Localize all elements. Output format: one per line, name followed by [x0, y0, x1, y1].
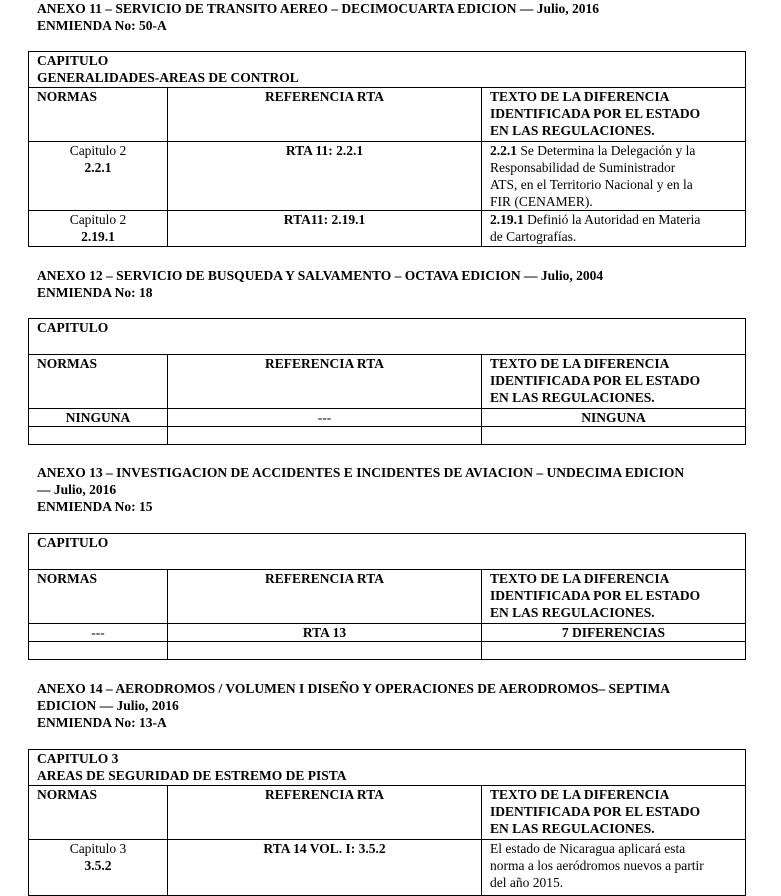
- normas-header: NORMAS: [29, 355, 168, 409]
- anexo14-heading: [37, 680, 777, 731]
- norma-cell: Capitulo 2 2.2.1: [29, 142, 168, 211]
- table-row: [29, 409, 746, 427]
- anexo14-enmienda: ENMIENDA No: 13-A: [37, 715, 167, 730]
- capitulo-row: [29, 534, 746, 570]
- texto-header: TEXTO DE LA DIFERENCIA IDENTIFICADA POR EL ESTADO EN LAS REGULACIONES.: [482, 355, 746, 409]
- empty-row: [29, 427, 746, 445]
- referencia-header: REFERENCIA RTA: [168, 355, 482, 409]
- anexo13-enmienda: ENMIENDA No: 15: [37, 499, 153, 514]
- texto-header: TEXTO DE LA DIFERENCIA IDENTIFICADA POR EL ESTADO EN LAS REGULACIONES.: [482, 88, 746, 142]
- normas-header: NORMAS: [29, 88, 168, 142]
- empty-row: [29, 642, 746, 660]
- capitulo-title: AREAS DE SEGURIDAD DE ESTREMO DE PISTA: [37, 768, 347, 783]
- anexo14-title: ANEXO 14 – AERODROMOS / VOLUMEN I DISEÑO Y OPERACIONES DE AERODROMOS– SEPTIMA: [37, 681, 671, 696]
- header-row: [29, 786, 746, 840]
- referencia-cell: RTA 14 VOL. I: 3.5.2: [168, 840, 482, 896]
- normas-header: NORMAS: [29, 570, 168, 624]
- normas-header: NORMAS: [29, 786, 168, 840]
- anexo11-title: ANEXO 11 – SERVICIO DE TRANSITO AEREO – DECIMOCUARTA EDICION — Julio, 2016: [37, 1, 600, 16]
- anexo12-title: ANEXO 12 – SERVICIO DE BUSQUEDA Y SALVAMENTO – OCTAVA EDICION — Julio, 2004: [37, 268, 604, 283]
- anexo11-table: [28, 51, 746, 247]
- anexo12-heading: [37, 267, 777, 301]
- table-row: [29, 142, 746, 211]
- anexo13-title: ANEXO 13 – INVESTIGACION DE ACCIDENTES E INCIDENTES DE AVIACION – UNDECIMA EDICION: [37, 465, 685, 480]
- anexo11-heading: [37, 0, 777, 34]
- capitulo-label: CAPITULO: [37, 53, 109, 68]
- texto-cell: 2.2.1 Se Determina la Delegación y la Responsabilidad de Suministrador ATS, en el Territorio Nacional y en la FIR (CENAMER).: [482, 142, 746, 211]
- header-row: [29, 570, 746, 624]
- referencia-cell: RTA 11: 2.2.1: [168, 142, 482, 211]
- texto-header: TEXTO DE LA DIFERENCIA IDENTIFICADA POR EL ESTADO EN LAS REGULACIONES.: [482, 786, 746, 840]
- referencia-cell: RTA 13: [168, 624, 482, 642]
- capitulo-label: CAPITULO: [29, 319, 746, 355]
- capitulo-row: [29, 52, 746, 88]
- capitulo-row: [29, 319, 746, 355]
- norma-cell: Capitulo 2 2.19.1: [29, 211, 168, 247]
- referencia-header: REFERENCIA RTA: [168, 570, 482, 624]
- capitulo-label: CAPITULO: [29, 534, 746, 570]
- norma-cell: ---: [29, 624, 168, 642]
- header-row: [29, 355, 746, 409]
- table-row: [29, 624, 746, 642]
- referencia-header: REFERENCIA RTA: [168, 88, 482, 142]
- anexo11-enmienda: ENMIENDA No: 50-A: [37, 18, 167, 33]
- table-row: [29, 840, 746, 896]
- header-row: [29, 88, 746, 142]
- norma-cell: Capitulo 3 3.5.2: [29, 840, 168, 896]
- texto-cell: 7 DIFERENCIAS: [482, 624, 746, 642]
- anexo14-title-cont: EDICION — Julio, 2016: [37, 698, 179, 713]
- texto-cell: El estado de Nicaragua aplicará esta norma a los aeródromos nuevos a partir del año 2015.: [482, 840, 746, 896]
- table-row: [29, 211, 746, 247]
- texto-cell: NINGUNA: [482, 409, 746, 427]
- referencia-cell: ---: [168, 409, 482, 427]
- referencia-cell: RTA11: 2.19.1: [168, 211, 482, 247]
- anexo12-table: [28, 318, 746, 445]
- capitulo-label: CAPITULO 3: [37, 751, 119, 766]
- anexo13-table: [28, 533, 746, 660]
- anexo12-enmienda: ENMIENDA No: 18: [37, 285, 153, 300]
- capitulo-title: GENERALIDADES-AREAS DE CONTROL: [37, 70, 299, 85]
- capitulo-row: [29, 750, 746, 786]
- referencia-header: REFERENCIA RTA: [168, 786, 482, 840]
- anexo13-heading: [37, 464, 777, 515]
- anexo13-title-cont: — Julio, 2016: [37, 482, 117, 497]
- norma-cell: NINGUNA: [29, 409, 168, 427]
- anexo14-table: [28, 749, 746, 896]
- texto-header: TEXTO DE LA DIFERENCIA IDENTIFICADA POR EL ESTADO EN LAS REGULACIONES.: [482, 570, 746, 624]
- texto-cell: 2.19.1 Definió la Autoridad en Materia de Cartografías.: [482, 211, 746, 247]
